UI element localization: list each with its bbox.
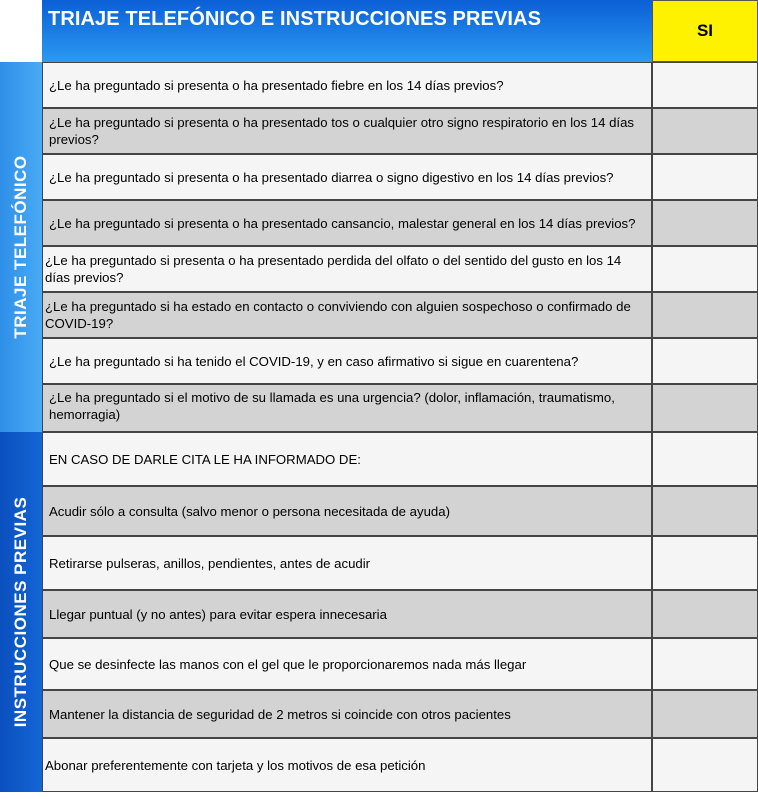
table-row [42,590,758,638]
question-cell: ¿Le ha preguntado si presenta o ha presentado diarrea o signo digestivo en los 14 días previos? [42,154,652,200]
section-label-instrucciones [0,432,42,792]
table-row [42,200,758,246]
question-cell: ¿Le ha preguntado si ha estado en contacto o conviviendo con alguien sospechoso o confirmado de COVID-19? [42,292,652,338]
si-answer-cell[interactable] [652,536,758,590]
si-answer-cell[interactable] [652,638,758,690]
page-title: TRIAJE TELEFÓNICO E INSTRUCCIONES PREVIAS [48,8,542,30]
table-row [42,108,758,154]
section-label-instrucciones-text: INSTRUCCIONES PREVIAS [11,496,30,728]
instruction-cell: Mantener la distancia de seguridad de 2 metros si coincide con otros pacientes [42,690,652,738]
table-row [42,338,758,384]
table-row [42,486,758,536]
instruction-cell: Retirarse pulseras, anillos, pendientes, antes de acudir [42,536,652,590]
header-banner [42,0,652,62]
si-answer-cell[interactable] [652,154,758,200]
si-answer-cell[interactable] [652,690,758,738]
table-row [42,536,758,590]
si-answer-cell[interactable] [652,590,758,638]
question-cell: ¿Le ha preguntado si presenta o ha presentado fiebre en los 14 días previos? [42,62,652,108]
instruction-cell: Acudir sólo a consulta (salvo menor o persona necesitada de ayuda) [42,486,652,536]
si-answer-cell[interactable] [652,338,758,384]
section-label-triaje [0,62,42,432]
question-cell: ¿Le ha preguntado si presenta o ha presentado perdida del olfato o del sentido del gusto en los 14 días previos? [42,246,652,292]
si-answer-cell[interactable] [652,432,758,486]
si-answer-cell[interactable] [652,738,758,792]
table-row [42,384,758,432]
si-answer-cell[interactable] [652,292,758,338]
table-row [42,154,758,200]
section-label-triaje-text: TRIAJE TELEFÓNICO [11,155,30,339]
question-cell: ¿Le ha preguntado si ha tenido el COVID-19, y en caso afirmativo si sigue en cuarentena? [42,338,652,384]
table-row [42,432,758,486]
si-answer-cell[interactable] [652,486,758,536]
table-row [42,638,758,690]
question-cell: ¿Le ha preguntado si el motivo de su llamada es una urgencia? (dolor, inflamación, traumatismo, hemorragia) [42,384,652,432]
si-answer-cell[interactable] [652,108,758,154]
table-row [42,690,758,738]
si-answer-cell[interactable] [652,62,758,108]
instruction-cell: Abonar preferentemente con tarjeta y los motivos de esa petición [42,738,652,792]
si-answer-cell[interactable] [652,200,758,246]
table-row [42,62,758,108]
table-row [42,738,758,792]
si-column-header: SI [652,0,758,62]
question-cell: ¿Le ha preguntado si presenta o ha presentado cansancio, malestar general en los 14 días previos? [42,200,652,246]
si-answer-cell[interactable] [652,246,758,292]
instruction-cell: EN CASO DE DARLE CITA LE HA INFORMADO DE: [42,432,652,486]
table-row [42,292,758,338]
instruction-cell: Llegar puntual (y no antes) para evitar espera innecesaria [42,590,652,638]
instruction-cell: Que se desinfecte las manos con el gel que le proporcionaremos nada más llegar [42,638,652,690]
question-cell: ¿Le ha preguntado si presenta o ha presentado tos o cualquier otro signo respiratorio en los 14 días previos? [42,108,652,154]
table-row [42,246,758,292]
si-answer-cell[interactable] [652,384,758,432]
